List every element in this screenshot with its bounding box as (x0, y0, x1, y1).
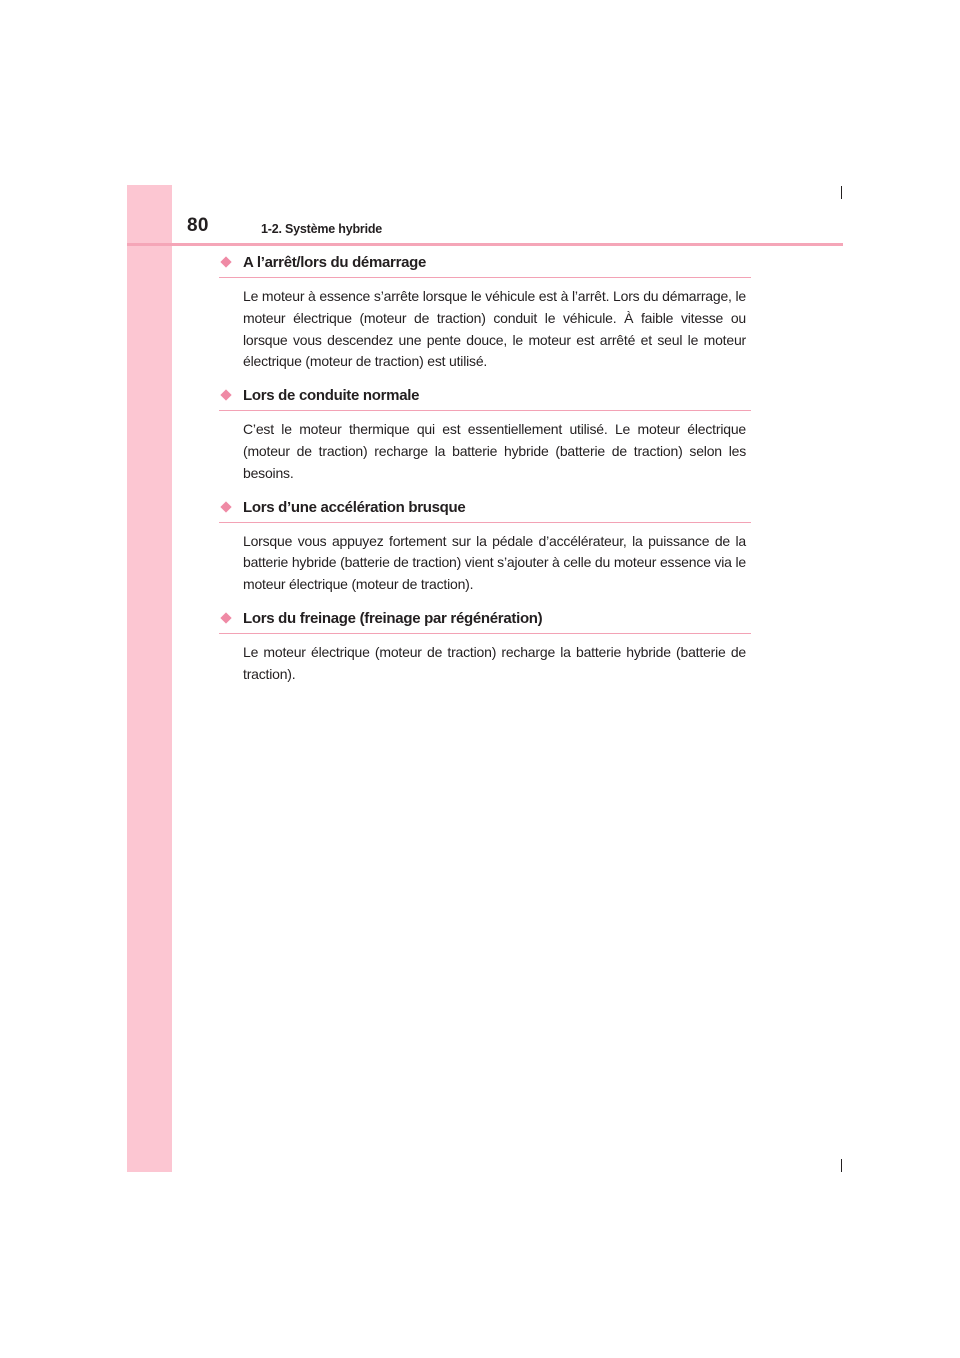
item-heading (219, 252, 751, 278)
heading-text: Lors d’une accélération brusque (243, 498, 466, 516)
heading-text: A l’arrêt/lors du démarrage (243, 254, 427, 271)
side-color-band (127, 185, 172, 1172)
diamond-icon (220, 390, 231, 401)
diamond-icon (220, 612, 231, 623)
item-heading (219, 385, 751, 411)
crop-mark-top (841, 186, 842, 199)
item-body: C’est le moteur thermique qui est essentiellement utilisé. Le moteur électrique (moteur de traction) recharge la batterie hybride (batterie de traction) selon les besoins. (243, 421, 746, 481)
diamond-icon (220, 256, 231, 267)
diamond-icon (220, 501, 231, 512)
item-heading (219, 608, 751, 634)
page-number: 80 (187, 215, 209, 236)
item-braking (219, 608, 751, 686)
item-stop-start (219, 252, 751, 373)
heading-text: Lors de conduite normale (243, 387, 420, 405)
item-body: Le moteur à essence s’arrête lorsque le véhicule est à l’arrêt. Lors du démarrage, le moteur électrique (moteur de traction) conduit le véhicule. À faible vitesse ou lorsque vous descendez une pente douce, le moteur est arrêté et seul le moteur électrique (moteur de traction) est utilisé. (243, 288, 746, 370)
item-body: Lorsque vous appuyez fortement sur la pédale d’accélérateur, la puissance de la batterie hybride (batterie de traction) vient s’ajouter à celle du moteur essence via le moteur électrique (moteur de traction). (243, 532, 746, 593)
section-title: 1-2. Système hybride (261, 222, 383, 236)
crop-mark-bottom (841, 1159, 842, 1172)
item-hard-acceleration (219, 497, 751, 596)
content-body (219, 252, 751, 698)
item-heading (219, 497, 751, 523)
item-body: Le moteur électrique (moteur de traction) recharge la batterie hybride (batterie de traction). (243, 643, 746, 682)
item-normal-driving (219, 385, 751, 484)
header-rule (127, 243, 843, 246)
heading-text: Lors du freinage (freinage par régénération) (243, 609, 543, 627)
